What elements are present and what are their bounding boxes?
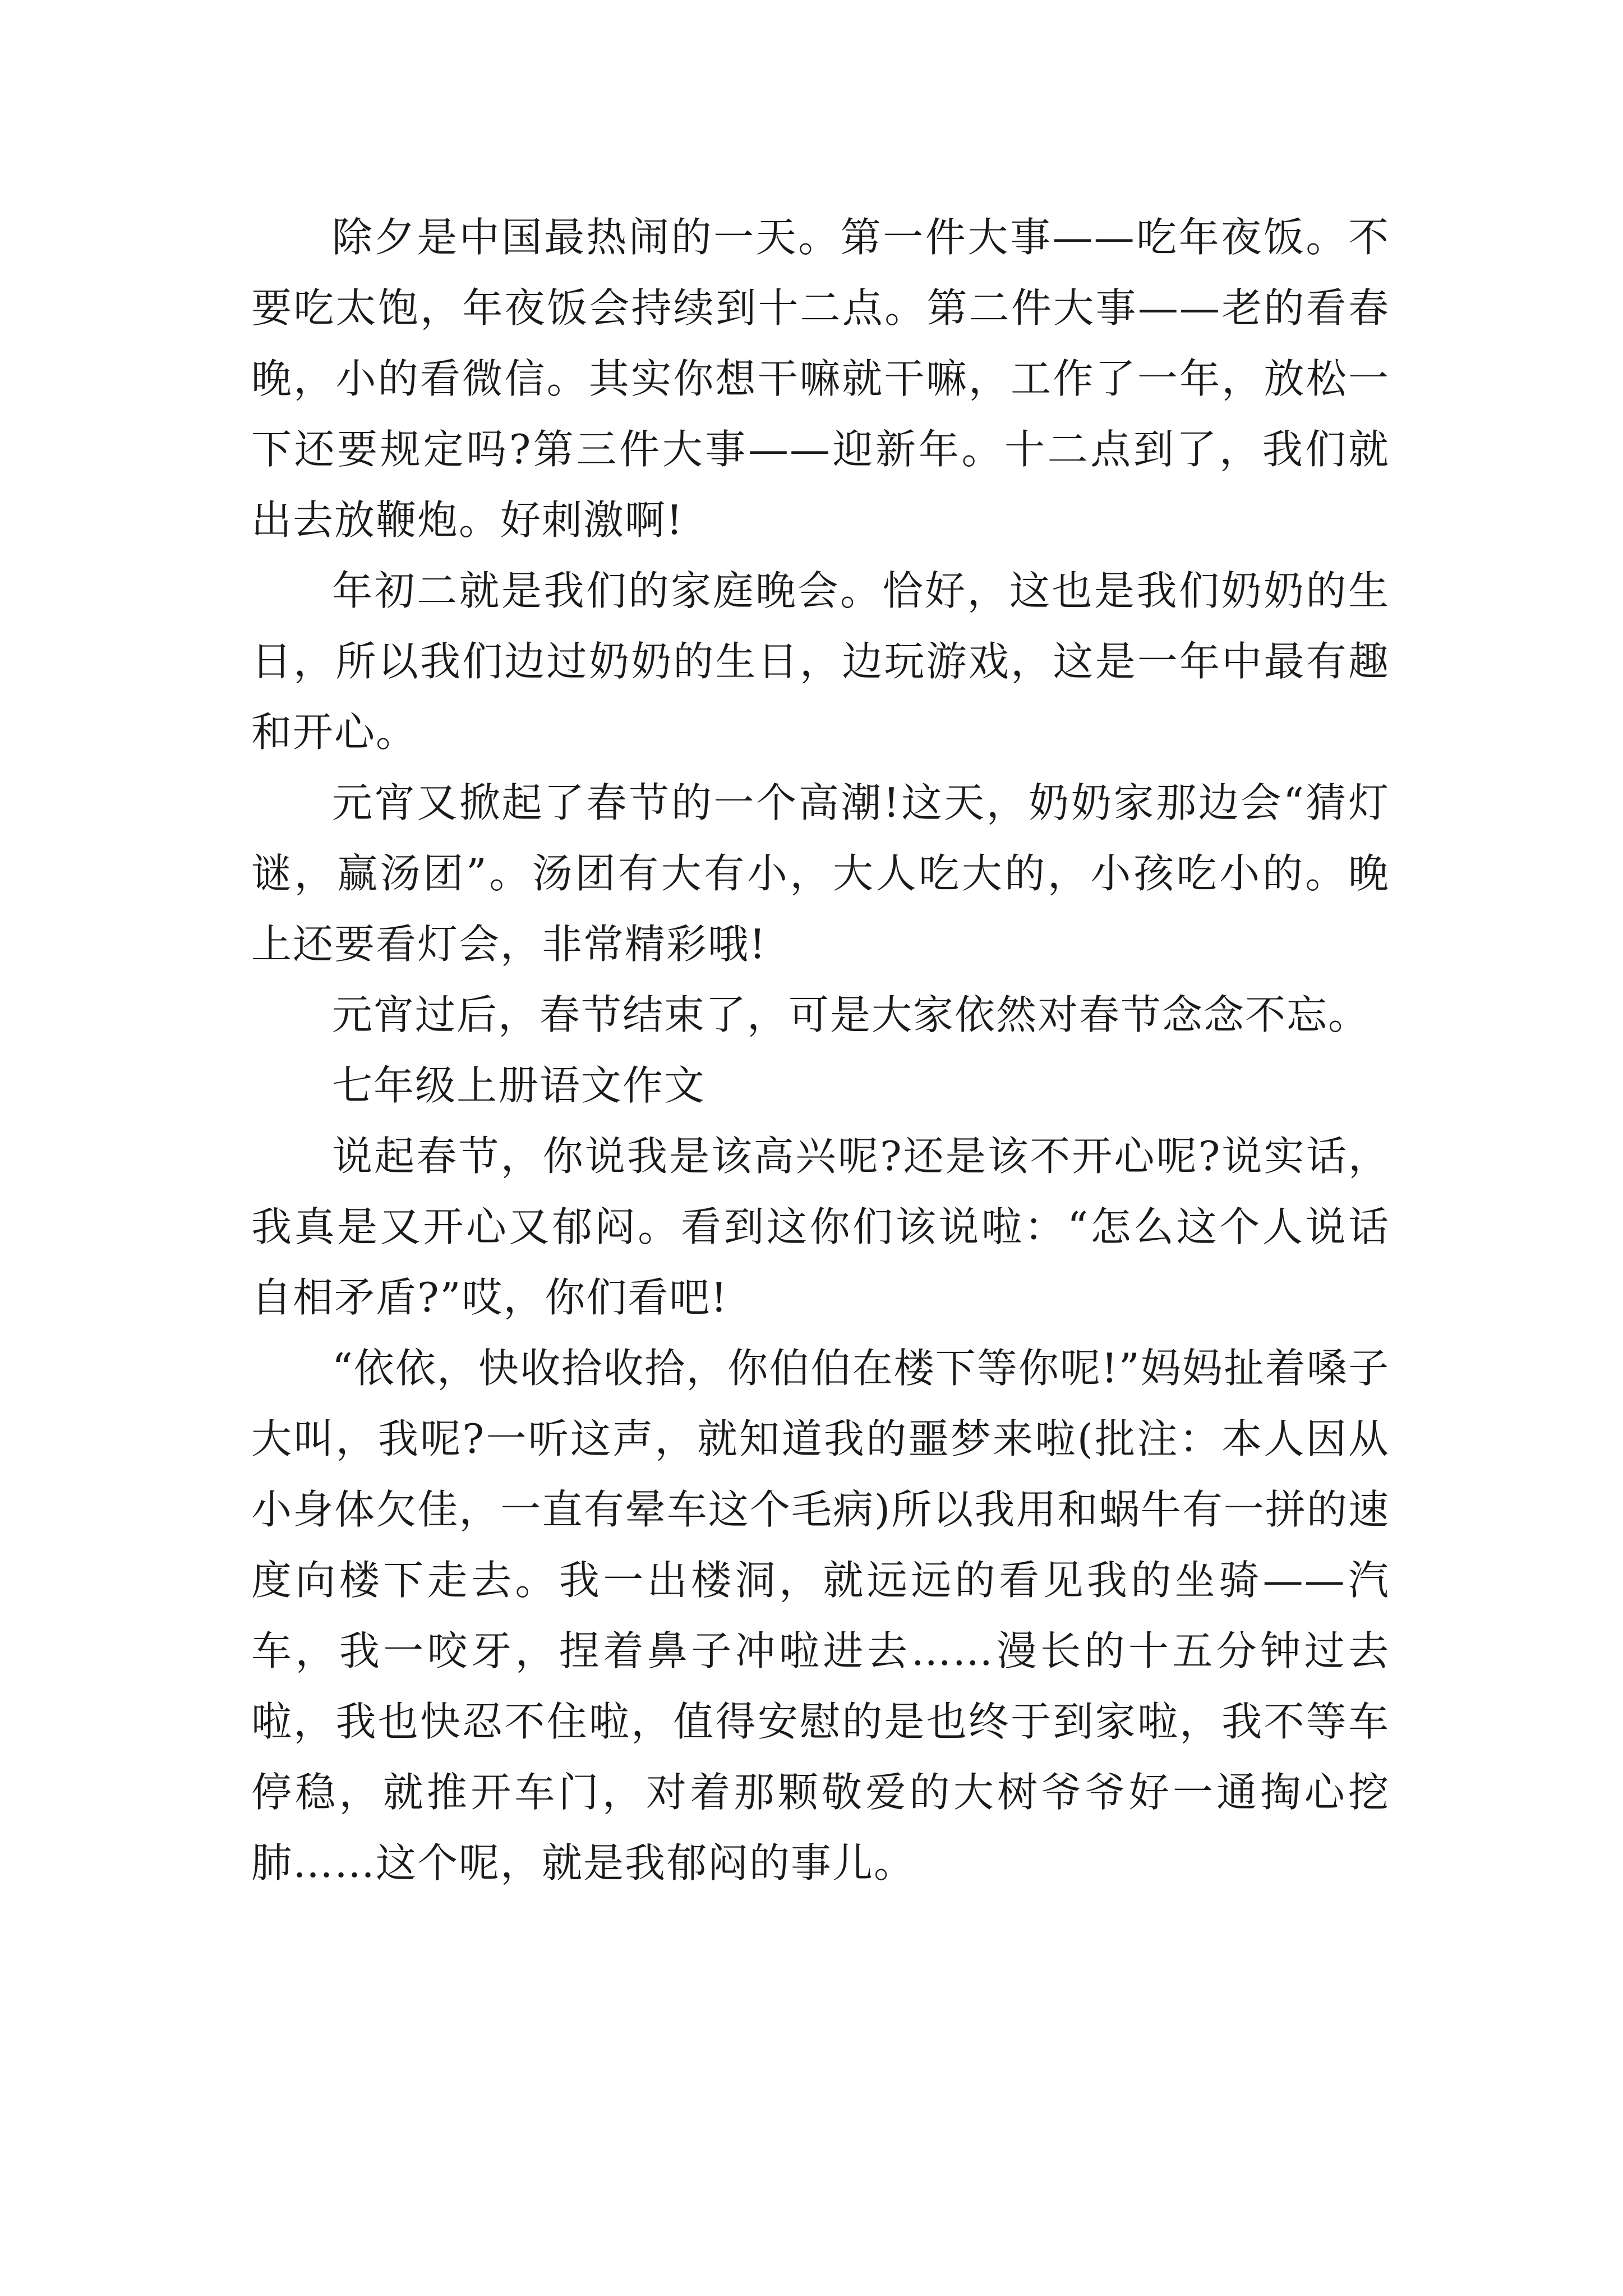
paragraph-new-years-eve: 除夕是中国最热闹的一天。第一件大事——吃年夜饭。不要吃太饱，年夜饭会持续到十二点。第二件大事——老的看春晚，小的看微信。其实你想干嘛就干嘛，工作了一年，放松一下还要规定吗?第三件大事——迎新年。十二点到了，我们就出去放鞭炮。好刺激啊! (251, 214, 1390, 544)
paragraph-spring-festival-mood: 说起春节，你说我是该高兴呢?还是该不开心呢?说实话，我真是又开心又郁闷。看到这你们该说啦：“怎么这个人说话自相矛盾?”哎，你们看吧! (251, 1133, 1390, 1321)
paragraph-festival-end: 元宵过后，春节结束了，可是大家依然对春节念念不忘。 (332, 991, 1370, 1038)
section-title: 七年级上册语文作文 (332, 1062, 706, 1109)
paragraph-car-sickness-story: “依依，快收拾收拾，你伯伯在楼下等你呢!”妈妈扯着嗓子大叫，我呢?一听这声，就知道我的噩梦来啦(批注：本人因从小身体欠佳，一直有晕车这个毛病)所以我用和蜗牛有一拼的速度向楼下走去。我一出楼洞，就远远的看见我的坐骑——汽车，我一咬牙，捏着鼻子冲啦进去……漫长的十五分钟过去啦，我也快忍不住啦，值得安慰的是也终于到家啦，我不等车停稳，就推开车门，对着那颗敬爱的大树爷爷好一通掏心挖肺……这个呢，就是我郁闷的事儿。 (251, 1345, 1390, 1887)
paragraph-lantern-festival: 元宵又掀起了春节的一个高潮!这天，奶奶家那边会“猜灯谜，赢汤团”。汤团有大有小，大人吃大的，小孩吃小的。晚上还要看灯会，非常精彩哦! (251, 779, 1390, 968)
paragraph-second-day: 年初二就是我们的家庭晚会。恰好，这也是我们奶奶的生日，所以我们边过奶奶的生日，边玩游戏，这是一年中最有趣和开心。 (251, 567, 1390, 756)
document-body (251, 202, 1390, 1898)
